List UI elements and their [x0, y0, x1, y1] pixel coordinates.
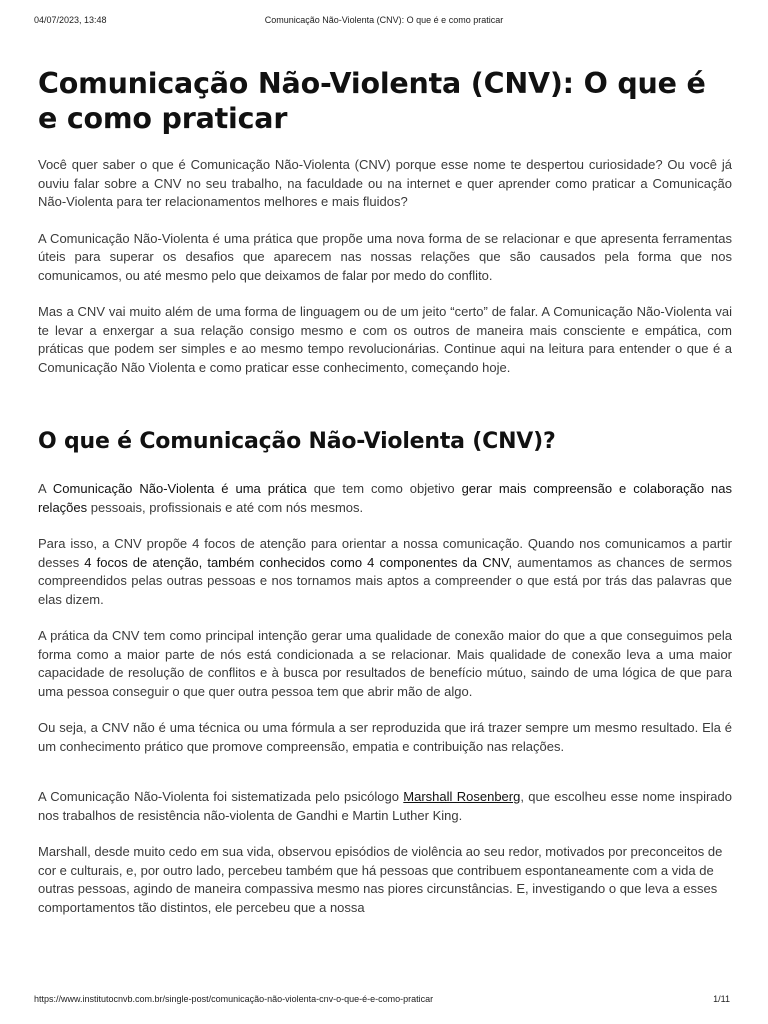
text: A — [38, 481, 53, 496]
print-datetime: 04/07/2023, 13:48 — [34, 15, 107, 25]
paragraph-rosenberg — [38, 788, 732, 825]
print-url: https://www.institutocnvb.com.br/single-post/comunicação-não-violenta-cnv-o-que-é-e-como-praticar — [34, 994, 434, 1004]
highlight-pratica: Comunicação Não-Violenta é uma prática — [52, 481, 307, 496]
highlight-4-focos: 4 focos de atenção, também conhecidos como 4 componentes da CNV — [84, 554, 509, 570]
paragraph-intencao: A prática da CNV tem como principal intenção gerar uma qualidade de conexão maior do que a que conseguimos pela forma como a maior parte de nós está condicionada a se relacionar. Mais qualidade de conexão leva a uma maior capacidade de resolução de conflitos e à busca por resultados de benefício mútuo, saindo de uma lógica de que para uma pessoa conseguir o que quer outra pessoa tem que abrir mão de algo. — [38, 628, 732, 699]
article — [38, 66, 732, 935]
text: A Comunicação Não-Violenta foi sistematizada pelo psicólogo — [38, 789, 404, 804]
print-footer — [34, 994, 730, 1008]
paragraph-definition — [38, 480, 732, 517]
paragraph-ou-seja: Ou seja, a CNV não é uma técnica ou uma fórmula a ser reproduzida que irá trazer sempre um mesmo resultado. Ela é um conhecimento prático que promove compreensão, empatia e contribuição nas relações. — [38, 720, 732, 754]
print-header — [34, 15, 730, 29]
text: pessoais, profissionais e até com nós mesmos. — [87, 499, 364, 515]
page-number: 1/11 — [713, 994, 730, 1004]
intro-paragraph-2: A Comunicação Não-Violenta é uma prática que propõe uma nova forma de se relacionar e que apresenta ferramentas úteis para superar os desafios que aparecem nas nossas relações que são causados pela forma que nos comunicamos, ou até mesmo pelo que deixamos de falar por medo do conflito. — [38, 230, 732, 283]
intro-paragraph-1: Você quer saber o que é Comunicação Não-Violenta (CNV) porque esse nome te despertou curiosidade? Ou você já ouviu falar sobre a CNV no seu trabalho, na faculdade ou na internet e quer aprender como praticar a Comunicação Não-Violenta para ter relacionamentos melhores e mais fluidos? — [38, 157, 732, 209]
highlight-objetivo: gerar mais compreensão e colaboração nas relações — [38, 481, 732, 515]
intro-paragraph-3: Mas a CNV vai muito além de uma forma de linguagem ou de um jeito “certo” de falar. A Comunicação Não-Violenta vai te levar a enxergar a sua relação consigo mesmo e com os outros de maneira mais consciente e empática, com práticas que podem ser simples e ao mesmo tempo revolucionárias. Continue aqui na leitura para entender o que é a Comunicação Não Violenta e como praticar esse conhecimento, começando hoje. — [38, 304, 732, 375]
text: Para isso, a CNV propõe 4 focos de atenção para orientar a nossa comunicação. Quando nos comunicamos a partir desses — [38, 536, 732, 570]
marshall-rosenberg-link[interactable]: Marshall Rosenberg — [403, 789, 521, 804]
text: , aumentamos as chances de sermos compreendidos pelas outras pessoas e nos tornamos mais aptos a compreender o que está por trás das palavras que elas dizem. — [38, 554, 732, 607]
text: que tem como objetivo — [306, 481, 462, 496]
article-title: Comunicação Não-Violenta (CNV): O que é e como praticar — [38, 67, 706, 135]
section-heading: O que é Comunicação Não-Violenta (CNV)? — [38, 429, 556, 454]
print-doc-title: Comunicação Não-Violenta (CNV): O que é e como praticar — [264, 15, 504, 25]
paragraph-focos — [38, 535, 732, 609]
text: , que escolheu esse nome inspirado nos trabalhos de resistência não-violenta de Gandhi e Martin Luther King. — [38, 789, 732, 823]
paragraph-marshall: Marshall, desde muito cedo em sua vida, observou episódios de violência ao seu redor, motivados por preconceitos de cor e culturais, e, por outro lado, percebeu também que há pessoas que contribuem espontaneamente com a vida de outras pessoas, agindo de maneira compassiva mesmo nas piores circunstâncias. E, investigando o que leva a esses comportamentos tão distintos, ele percebeu que a nossa — [38, 844, 723, 915]
